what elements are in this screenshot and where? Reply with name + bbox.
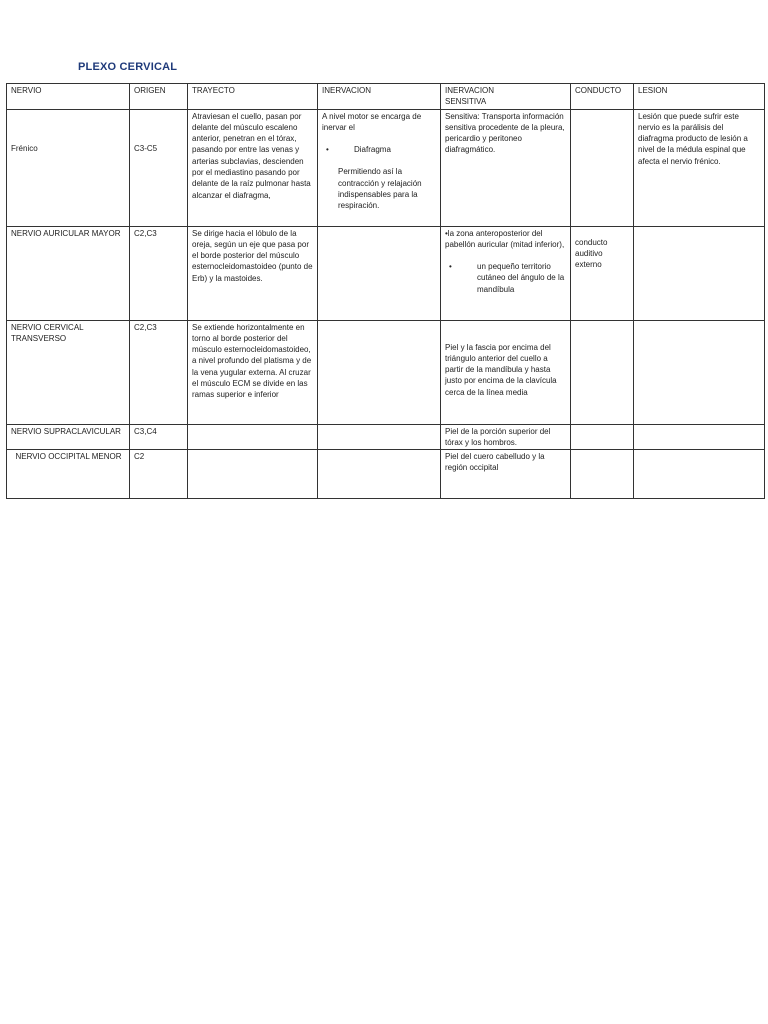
nervio-name: Frénico [11, 143, 38, 153]
cell-trayecto: Se dirige hacia el lóbulo de la oreja, según un eje que pasa por el borde posterior del músculo esternocleidomastoideo (punto de Erb) y la mastoides. [188, 226, 318, 320]
cell-trayecto: Se extiende horizontalmente en torno al borde posterior del músculo esternocleidomastoideo, a nivel profundo del platisma y de la vena yugular externa. Al cruzar el músculo ECM se divide en las ramas superior e inferior [188, 320, 318, 424]
cell-lesion [634, 450, 765, 499]
header-lesion: LESION [634, 84, 765, 110]
cell-lesion [634, 320, 765, 424]
cell-conducto [571, 450, 634, 499]
header-nervio: NERVIO [7, 84, 130, 110]
table-row [7, 109, 765, 226]
cell-nervio: NERVIO CERVICAL TRANSVERSO [7, 320, 130, 424]
cell-conducto [571, 320, 634, 424]
sensitiva-text: Piel y la fascia por encima del triángulo anterior del cuello a partir de la mandíbula y hasta justo por encima de la clavícula cerca de la línea media [445, 342, 557, 397]
page-title: PLEXO CERVICAL [78, 61, 178, 73]
sensitiva-list [445, 261, 566, 295]
header-inervacion: INERVACION [318, 84, 441, 110]
cell-inervacion [318, 320, 441, 424]
cell-conducto [571, 424, 634, 450]
header-origen: ORIGEN [130, 84, 188, 110]
cell-nervio: NERVIO OCCIPITAL MENOR [7, 450, 130, 499]
cell-origen: C2,C3 [130, 226, 188, 320]
cell-conducto [571, 109, 634, 226]
cell-trayecto [188, 424, 318, 450]
cell-origen: C2 [130, 450, 188, 499]
cell-nervio: NERVIO SUPRACLAVICULAR [7, 424, 130, 450]
cell-nervio [7, 109, 130, 226]
cell-sensitiva [441, 226, 571, 320]
header-trayecto: TRAYECTO [188, 84, 318, 110]
cell-origen: C3,C4 [130, 424, 188, 450]
cell-sensitiva: Sensitiva: Transporta información sensitiva procedente de la pleura, pericardio y peritoneo diafragmático. [441, 109, 571, 226]
cell-lesion [634, 226, 765, 320]
header-inervacion-sensitiva-line2: SENSITIVA [445, 97, 487, 107]
cell-sensitiva [441, 320, 571, 424]
cell-lesion [634, 424, 765, 450]
cell-lesion: Lesión que puede sufrir este nervio es la parálisis del diafragma producto de lesión a nivel de la médula espinal que afecta el nervio frénico. [634, 109, 765, 226]
list-item: • un pequeño territorio cutáneo del ángulo de la mandíbula [445, 261, 566, 295]
table-row [7, 450, 765, 499]
sensitiva-intro: •la zona anteroposterior del pabellón auricular (mitad inferior), [445, 228, 565, 249]
table-header-row [7, 84, 765, 110]
cell-nervio: NERVIO AURICULAR MAYOR [7, 226, 130, 320]
plexo-cervical-table [6, 83, 765, 499]
header-inervacion-sensitiva [441, 84, 571, 110]
conducto-value: conducto auditivo externo [575, 237, 608, 270]
header-conducto: CONDUCTO [571, 84, 634, 110]
list-item: • Diafragma [322, 144, 436, 155]
cell-inervacion [318, 109, 441, 226]
cell-origen [130, 109, 188, 226]
cell-origen: C2,C3 [130, 320, 188, 424]
inervacion-extra: Permitiendo así la contracción y relajación indispensables para la respiración. [338, 167, 422, 211]
cell-sensitiva: Piel de la porción superior del tórax y los hombros. [441, 424, 571, 450]
table-row [7, 226, 765, 320]
cell-trayecto: Atraviesan el cuello, pasan por delante del músculo escaleno anterior, penetran en el tórax, pasando por entre las venas y arterias subclavias, descienden por el mediastino pasando por delante de la raíz pulmonar hasta alcanzar el diafragma, [188, 109, 318, 226]
inervacion-intro: A nivel motor se encarga de inervar el [322, 111, 422, 132]
cell-inervacion [318, 424, 441, 450]
inervacion-list [322, 144, 436, 155]
cell-sensitiva: Piel del cuero cabelludo y la región occipital [441, 450, 571, 499]
table-row [7, 424, 765, 450]
header-inervacion-sensitiva-line1: INERVACION [445, 86, 495, 95]
table-row [7, 320, 765, 424]
cell-inervacion [318, 450, 441, 499]
cell-trayecto [188, 450, 318, 499]
cell-conducto [571, 226, 634, 320]
origen-value: C3-C5 [134, 143, 158, 153]
cell-inervacion [318, 226, 441, 320]
